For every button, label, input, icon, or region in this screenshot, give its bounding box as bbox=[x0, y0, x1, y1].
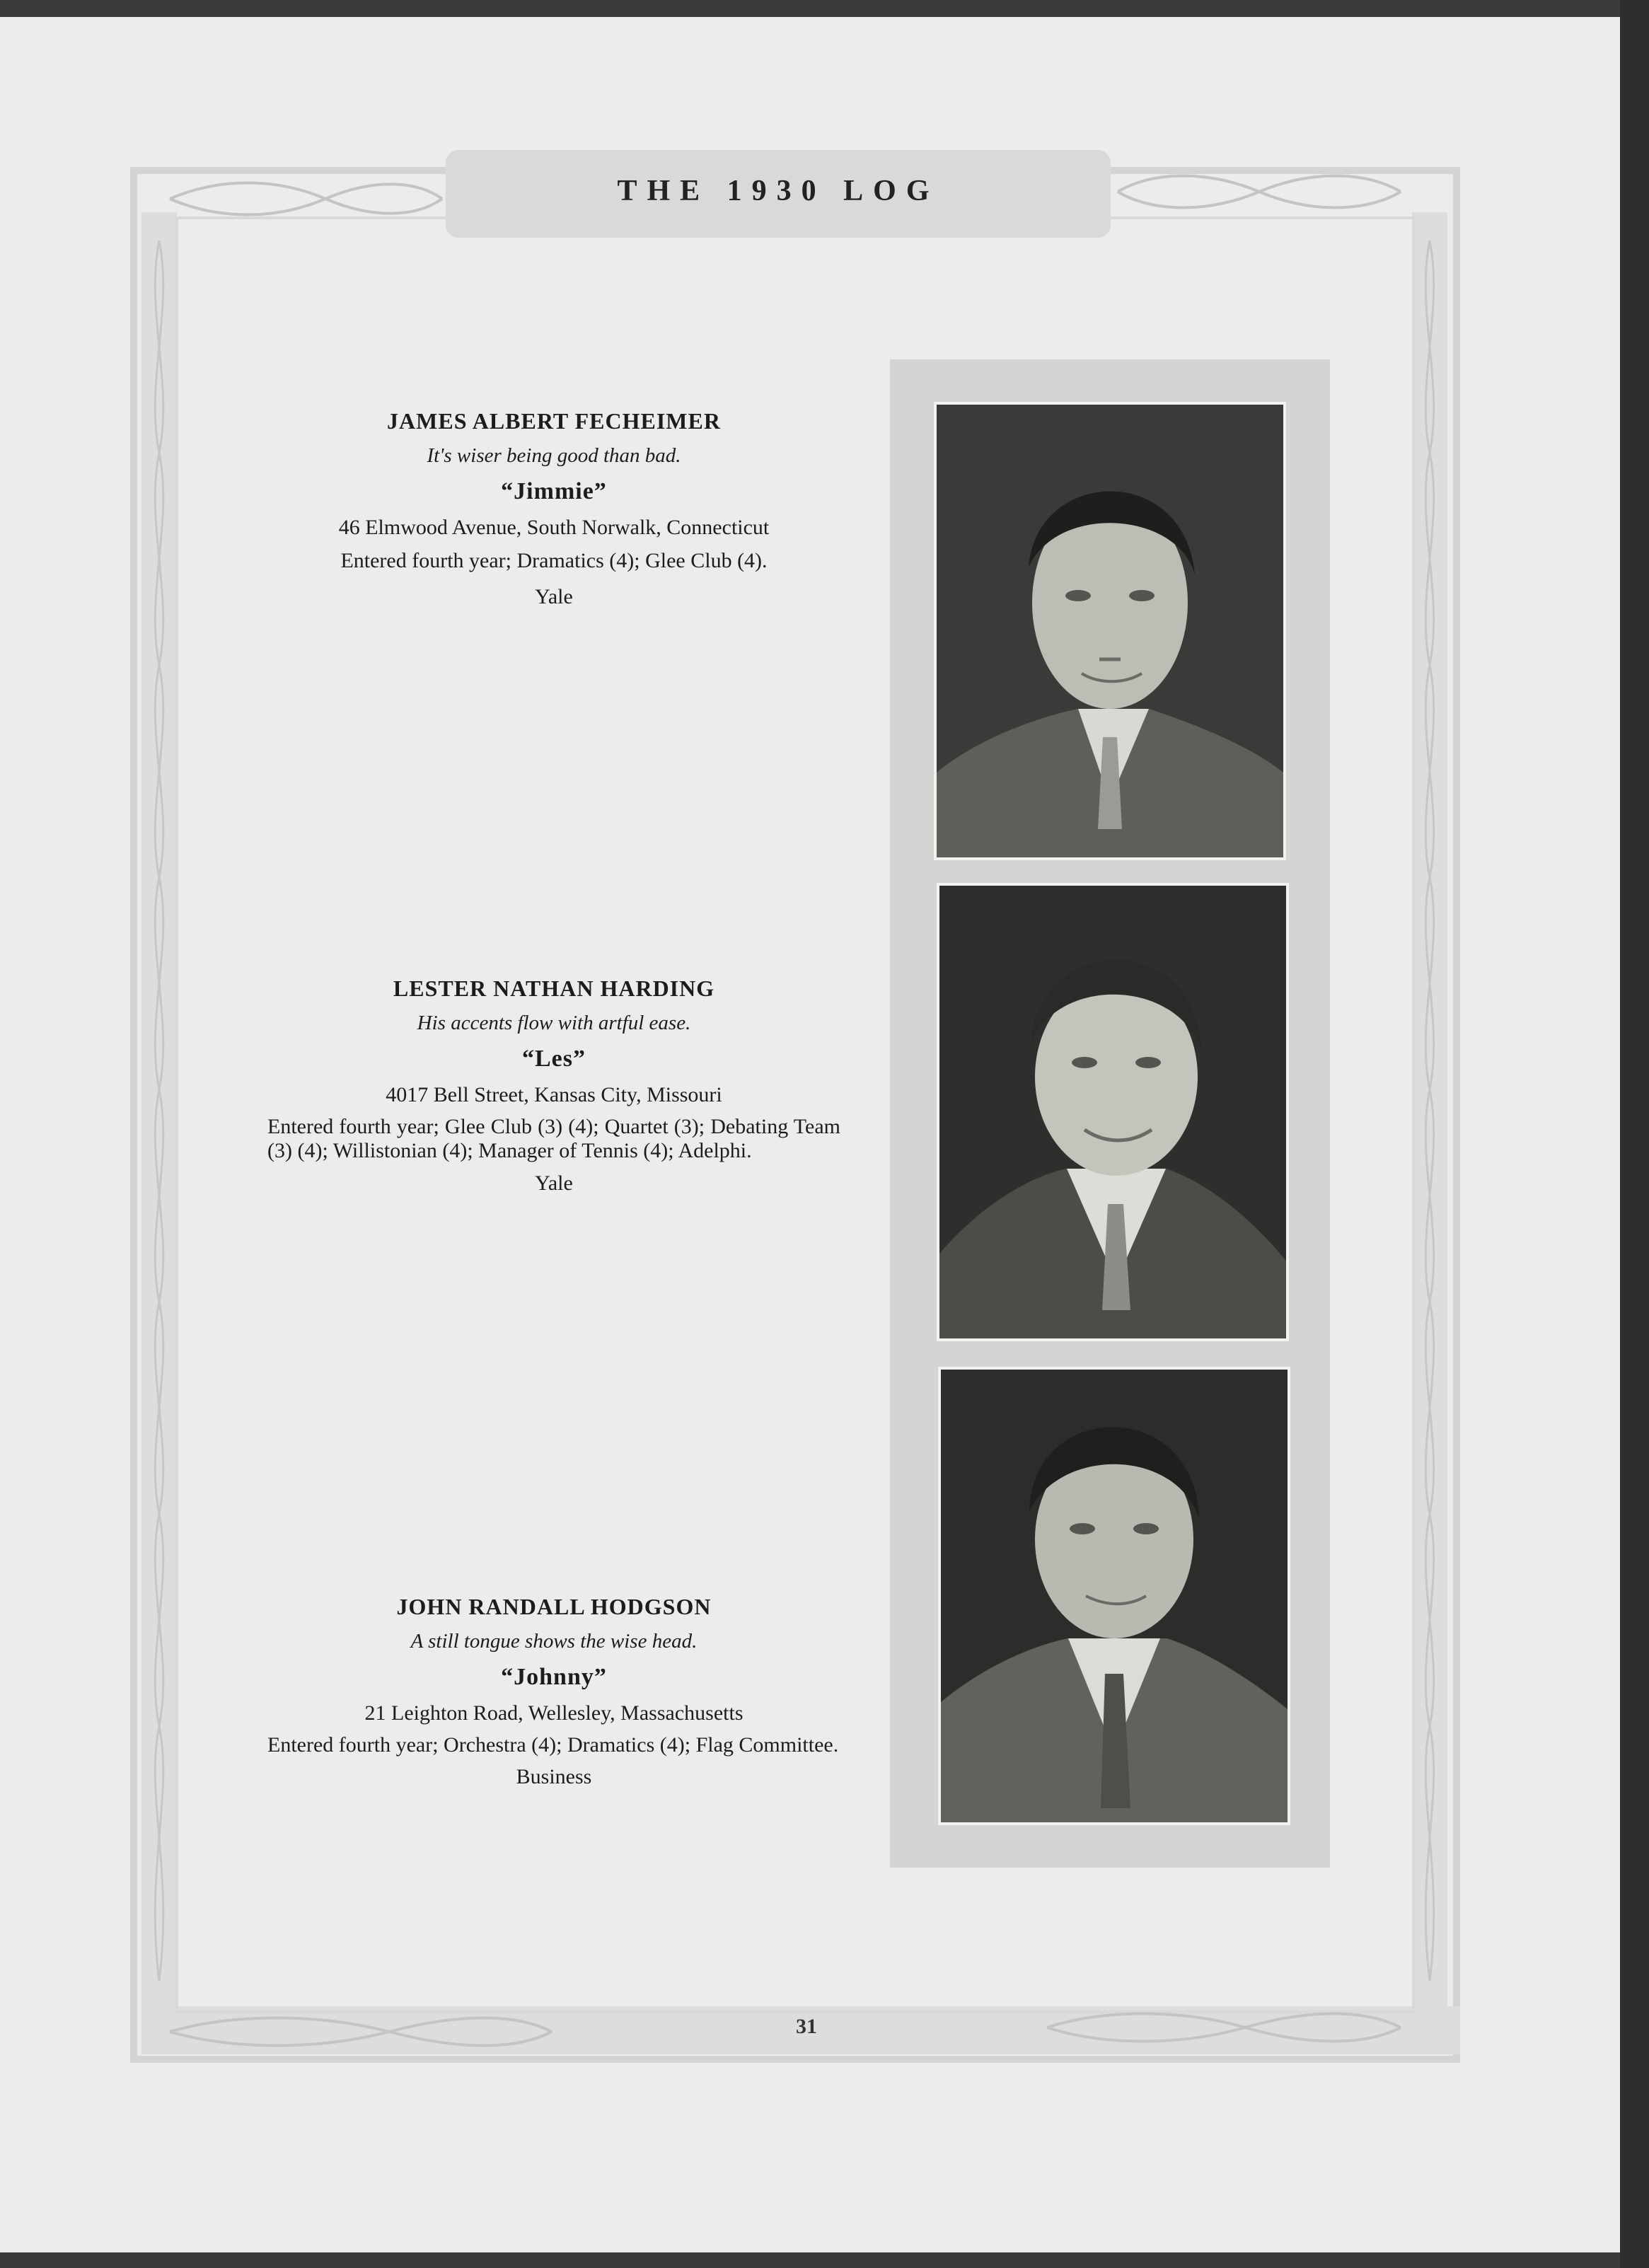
student-name: JAMES ALBERT FECHEIMER bbox=[387, 408, 721, 434]
left-ornamental-band bbox=[141, 212, 177, 2020]
portrait-photo bbox=[934, 402, 1286, 860]
portrait-photo bbox=[938, 1367, 1290, 1825]
page-number: 31 bbox=[796, 2015, 817, 2038]
page-edge bbox=[1620, 0, 1649, 2268]
scroll-ornament-top-right bbox=[1111, 167, 1408, 216]
student-destination: Business bbox=[516, 1765, 592, 1789]
student-record: Entered fourth year; Glee Club (3) (4); Quartet (3); Debating Team (3) (4); Willistonian (4); Manager of Tennis (4); Adelphi. bbox=[267, 1114, 840, 1163]
student-nickname: “Les” bbox=[522, 1045, 586, 1072]
right-ornamental-band bbox=[1412, 212, 1447, 2020]
student-motto: A still tongue shows the wise head. bbox=[410, 1630, 698, 1653]
student-address: 4017 Bell Street, Kansas City, Missouri bbox=[386, 1082, 722, 1106]
portrait-photo bbox=[937, 883, 1289, 1341]
student-nickname: “Johnny” bbox=[501, 1663, 607, 1690]
scroll-ornament-top-left bbox=[163, 174, 446, 224]
scroll-ornament-bottom-right bbox=[1040, 2005, 1408, 2050]
student-destination: Yale bbox=[535, 1171, 573, 1195]
student-motto: His accents flow with artful ease. bbox=[417, 1012, 691, 1035]
student-address: 46 Elmwood Avenue, South Norwalk, Connecticut bbox=[338, 515, 770, 539]
student-nickname: “Jimmie” bbox=[501, 478, 607, 504]
senior-entry bbox=[267, 1589, 840, 1794]
student-name: JOHN RANDALL HODGSON bbox=[396, 1594, 712, 1619]
senior-entry bbox=[267, 403, 840, 614]
student-record: Entered fourth year; Orchestra (4); Dramatics (4); Flag Committee. bbox=[267, 1732, 839, 1757]
student-motto: It's wiser being good than bad. bbox=[427, 444, 681, 468]
senior-entry bbox=[267, 971, 840, 1200]
student-destination: Yale bbox=[535, 585, 573, 609]
portrait-strip bbox=[890, 359, 1330, 1868]
running-head: THE 1930 LOG bbox=[617, 175, 939, 207]
student-address: 21 Leighton Road, Wellesley, Massachusetts bbox=[364, 1701, 744, 1725]
student-record: Entered fourth year; Dramatics (4); Glee Club (4). bbox=[340, 548, 768, 572]
scroll-ornament-bottom-left bbox=[163, 2009, 559, 2054]
student-name: LESTER NATHAN HARDING bbox=[393, 976, 715, 1001]
